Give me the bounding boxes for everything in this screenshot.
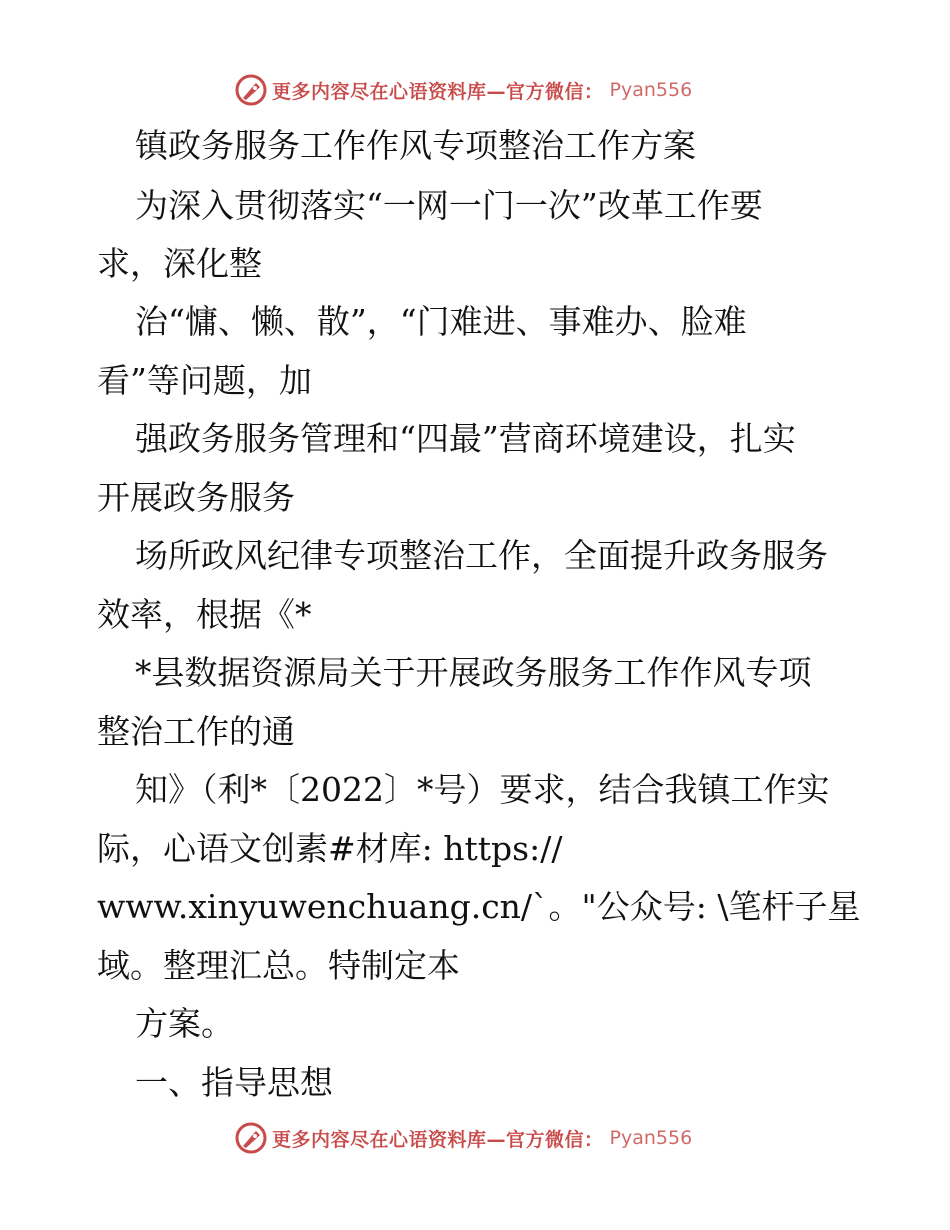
- paragraph-line: 场所政风纪律专项整治工作，全面提升政务服务: [135, 536, 828, 575]
- paragraph-line: 治“慵、懒、散”，“门难进、事难办、脸难: [135, 302, 747, 341]
- document-title: 镇政务服务工作作风专项整治工作方案: [135, 126, 696, 165]
- paragraph-line: 效率，根据《*: [97, 595, 312, 634]
- paragraph-line: 域。整理汇总。特制定本: [97, 946, 460, 985]
- paragraph-line: www.xinyuwenchuang.cn/`。"公众号: \笔杆子星: [97, 887, 861, 926]
- section-heading: 一、指导思想: [135, 1063, 333, 1102]
- paragraph-line: 整治工作的通: [97, 712, 295, 751]
- pen-nib-circle-icon: [234, 1121, 268, 1155]
- paragraph-line: 际，心语文创素#材库: https://: [97, 829, 563, 868]
- paragraph-line: 求，深化整: [97, 244, 262, 283]
- paragraph-line: 为深入贯彻落实“一网一门一次”改革工作要: [135, 186, 763, 225]
- paragraph-line: 开展政务服务: [97, 478, 295, 517]
- banner-wechat-id: Pyan556: [609, 1127, 693, 1149]
- paragraph-line: *县数据资源局关于开展政务服务工作作风专项: [135, 653, 812, 692]
- paragraph-line: 看”等问题，加: [97, 361, 312, 400]
- footer-banner: [234, 1118, 692, 1158]
- pen-nib-circle-icon: [234, 73, 268, 107]
- header-banner: [234, 70, 692, 110]
- banner-text: 更多内容尽在心语资料库—官方微信：: [272, 1128, 604, 1151]
- paragraph-line: 知》（利*〔2022〕*号）要求，结合我镇工作实: [135, 770, 830, 809]
- banner-wechat-id: Pyan556: [609, 79, 693, 101]
- paragraph-line: 方案。: [135, 1004, 234, 1043]
- paragraph-line: 强政务服务管理和“四最”营商环境建设，扎实: [135, 419, 796, 458]
- banner-text: 更多内容尽在心语资料库—官方微信：: [272, 80, 604, 103]
